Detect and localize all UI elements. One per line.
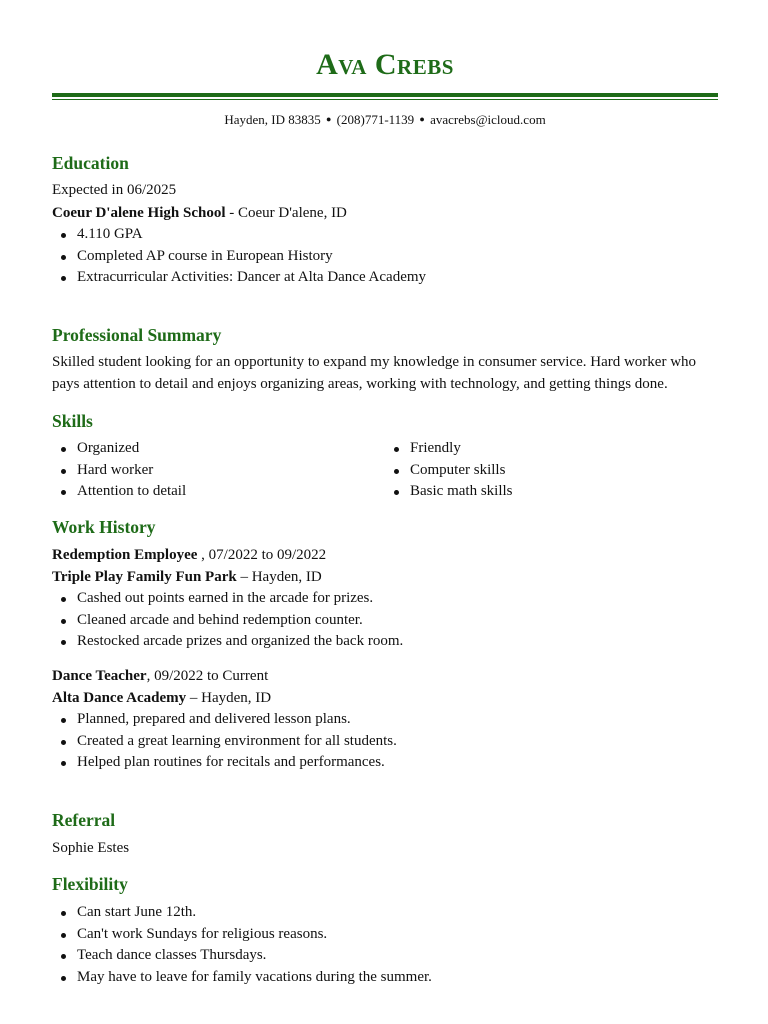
summary-line: Skilled student looking for an opportunity to expand my knowledge in consumer service. Hard worker who <box>52 354 697 370</box>
job-title-line <box>52 667 268 686</box>
job-dates: , 09/2022 to Current <box>146 668 269 684</box>
list-item: Attention to detail <box>52 481 186 503</box>
job-bullets <box>52 709 397 774</box>
flexibility-bullets <box>52 902 432 988</box>
list-item: Completed AP course in European History <box>52 246 426 268</box>
contact-phone: (208)771-1139 <box>336 112 415 127</box>
list-item: Teach dance classes Thursdays. <box>52 945 432 967</box>
education-date: Expected in 06/2025 <box>52 182 177 198</box>
list-item: Planned, prepared and delivered lesson plans. <box>52 709 397 731</box>
list-item: Basic math skills <box>385 481 513 503</box>
list-item: Cleaned arcade and behind redemption counter. <box>52 610 403 632</box>
skills-left-column <box>52 438 186 503</box>
section-title-education: Education <box>52 153 129 173</box>
education-school-line <box>52 204 347 223</box>
job-title-line <box>52 546 326 565</box>
header-rule-thin <box>52 99 718 100</box>
education-bullets <box>52 224 426 289</box>
job-employer-line <box>52 568 322 587</box>
list-item: Hard worker <box>52 460 186 482</box>
job-role: Dance Teacher <box>52 668 147 684</box>
list-item: May have to leave for family vacations during the summer. <box>52 967 432 989</box>
contact-email: avacrebs@icloud.com <box>430 112 546 127</box>
list-item: Restocked arcade prizes and organized the back room. <box>52 631 403 653</box>
job-employer-line <box>52 689 271 708</box>
bullet-separator-icon: ● <box>419 114 425 124</box>
list-item: Helped plan routines for recitals and performances. <box>52 752 397 774</box>
section-title-referral: Referral <box>52 810 116 830</box>
list-item: Friendly <box>385 438 513 460</box>
summary-paragraph <box>52 352 718 395</box>
job-location: – Hayden, ID <box>186 690 272 706</box>
section-title-summary: Professional Summary <box>52 325 222 345</box>
job-dates: , 07/2022 to 09/2022 <box>197 547 327 563</box>
list-item: Organized <box>52 438 186 460</box>
candidate-name: Ava Crebs <box>316 48 454 81</box>
job-role: Redemption Employee <box>52 547 198 563</box>
job-employer: Alta Dance Academy <box>52 690 187 706</box>
job-location: – Hayden, ID <box>236 569 322 585</box>
contact-line <box>52 111 718 128</box>
list-item: Extracurricular Activities: Dancer at Alta Dance Academy <box>52 267 426 289</box>
education-school: Coeur D'alene High School <box>52 205 226 221</box>
education-school-location: - Coeur D'alene, ID <box>225 205 347 221</box>
list-item: Computer skills <box>385 460 513 482</box>
bullet-separator-icon: ● <box>325 114 332 124</box>
section-title-flexibility: Flexibility <box>52 874 128 894</box>
header-rule-thick <box>52 93 718 97</box>
contact-location: Hayden, ID 83835 <box>224 112 321 127</box>
section-title-skills: Skills <box>52 411 93 431</box>
skills-right-column <box>385 438 513 503</box>
summary-line: pays attention to detail and enjoys organizing areas, working with technology, and getting things done. <box>52 375 668 392</box>
section-title-work-history: Work History <box>52 517 156 537</box>
list-item: 4.110 GPA <box>52 224 426 246</box>
list-item: Can't work Sundays for religious reasons. <box>52 924 432 946</box>
list-item: Created a great learning environment for all students. <box>52 731 397 753</box>
job-employer: Triple Play Family Fun Park <box>52 569 237 585</box>
job-bullets <box>52 588 403 653</box>
list-item: Can start June 12th. <box>52 902 432 924</box>
referral-name: Sophie Estes <box>52 840 130 856</box>
list-item: Cashed out points earned in the arcade for prizes. <box>52 588 403 610</box>
